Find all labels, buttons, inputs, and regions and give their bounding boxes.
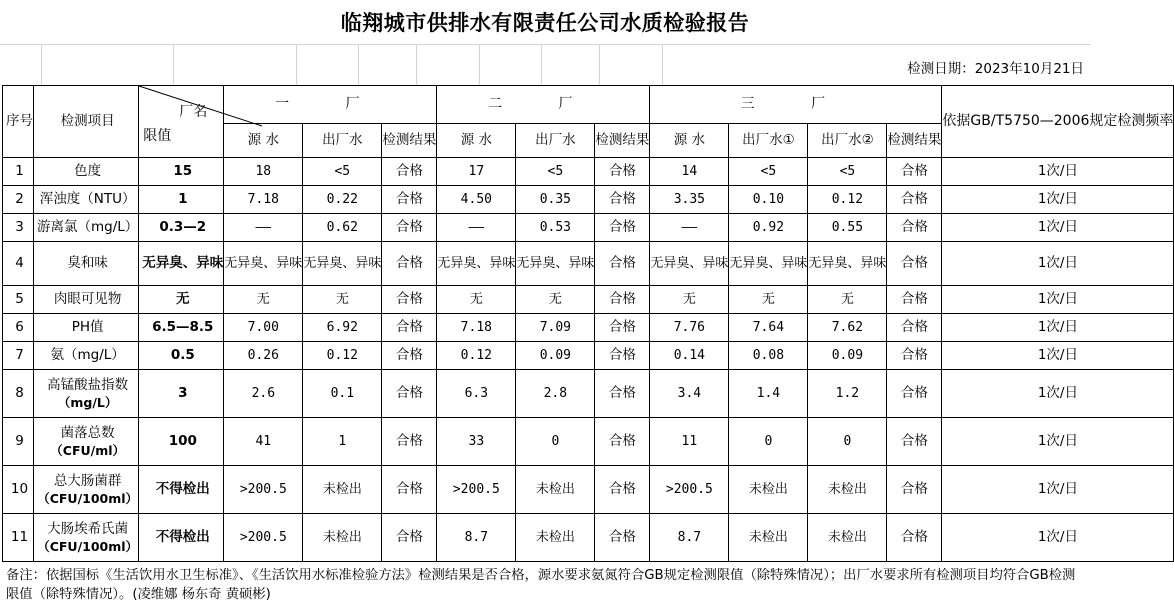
p2-result: 合格 xyxy=(595,286,650,314)
table-row xyxy=(3,158,1174,186)
p1-result: 合格 xyxy=(382,342,437,370)
table-row xyxy=(3,466,1174,514)
p3-outlet2: <5 xyxy=(808,158,887,186)
p3-outlet1: 0.92 xyxy=(729,214,808,242)
gridline xyxy=(479,44,480,85)
p3-outlet2: 无异臭、异味 xyxy=(808,242,887,286)
p2-source: 无 xyxy=(437,286,516,314)
limit-value: 不得检出 xyxy=(139,466,224,514)
p3-source: 14 xyxy=(650,158,729,186)
item-name xyxy=(34,314,139,342)
item-name xyxy=(34,418,139,466)
header-limit-factory xyxy=(139,86,224,158)
limit-value: 3 xyxy=(139,370,224,418)
row-number: 7 xyxy=(3,342,34,370)
row-number: 5 xyxy=(3,286,34,314)
item-unit: （CFU/100ml） xyxy=(37,490,139,506)
frequency-value: 1次/日 xyxy=(942,286,1174,314)
frequency-value: 1次/日 xyxy=(942,514,1174,562)
subhead-source: 源 水 xyxy=(650,124,729,158)
p1-result: 合格 xyxy=(382,514,437,562)
header-limit-label: 限值 xyxy=(143,128,172,144)
p1-outlet: 1 xyxy=(303,418,382,466)
footnote: 备注：依据国标《生活饮用水卫生标准》、《生活饮用水标准检验方法》检测结果是否合格，源水要求氨氮符合GB规定检测限值（除特殊情况）；出厂水要求所有检测项目均符合GB检测限值（除特殊情况）。(凌维娜 杨东奇 黄硕彬) xyxy=(6,568,1076,602)
item-label: 大肠埃希氏菌 xyxy=(47,520,129,537)
header-factory-label: 厂名 xyxy=(179,104,208,120)
p1-result: 合格 xyxy=(382,158,437,186)
row-number: 9 xyxy=(3,418,34,466)
table-row xyxy=(3,314,1174,342)
item-label: PH值 xyxy=(71,319,104,335)
limit-value: 无 xyxy=(139,286,224,314)
header-plant-1: 一 厂 xyxy=(224,86,437,124)
row-number: 10 xyxy=(3,466,34,514)
p1-result: 合格 xyxy=(382,242,437,286)
p2-result: 合格 xyxy=(595,466,650,514)
p1-source: 7.18 xyxy=(224,186,303,214)
p2-outlet: 未检出 xyxy=(516,466,595,514)
p2-result: 合格 xyxy=(595,214,650,242)
p2-source: 33 xyxy=(437,418,516,466)
p3-source: 无 xyxy=(650,286,729,314)
p3-source: 7.76 xyxy=(650,314,729,342)
p1-result: 合格 xyxy=(382,466,437,514)
p3-result: 合格 xyxy=(887,214,942,242)
p3-result: 合格 xyxy=(887,466,942,514)
p2-source: —— xyxy=(437,214,516,242)
item-unit: （CFU/ml） xyxy=(50,442,126,458)
p3-source: —— xyxy=(650,214,729,242)
p1-outlet: 未检出 xyxy=(303,514,382,562)
p2-source: >200.5 xyxy=(437,466,516,514)
item-label: 总大肠菌群 xyxy=(53,472,122,489)
p1-source: 7.00 xyxy=(224,314,303,342)
p1-source: 18 xyxy=(224,158,303,186)
p3-outlet1: 无异臭、异味 xyxy=(729,242,808,286)
limit-value: 不得检出 xyxy=(139,514,224,562)
row-number: 8 xyxy=(3,370,34,418)
table-row xyxy=(3,418,1174,466)
diagonal-divider xyxy=(139,86,262,158)
p1-outlet: 0.1 xyxy=(303,370,382,418)
frequency-value: 1次/日 xyxy=(942,186,1174,214)
item-name xyxy=(34,242,139,286)
header-plant-3: 三 厂 xyxy=(650,86,942,124)
p1-outlet: 未检出 xyxy=(303,466,382,514)
p2-source: 0.12 xyxy=(437,342,516,370)
table-row xyxy=(3,286,1174,314)
gridline xyxy=(662,44,663,85)
p1-source: 无异臭、异味 xyxy=(224,242,303,286)
table-row xyxy=(3,370,1174,418)
p1-source: 2.6 xyxy=(224,370,303,418)
p2-result: 合格 xyxy=(595,158,650,186)
gridline xyxy=(541,44,542,85)
p3-result: 合格 xyxy=(887,186,942,214)
gridline xyxy=(416,44,417,85)
header-row-1 xyxy=(3,86,1174,124)
p3-result: 合格 xyxy=(887,342,942,370)
limit-value: 0.3—2 xyxy=(139,214,224,242)
p2-outlet: 0.53 xyxy=(516,214,595,242)
row-number: 1 xyxy=(3,158,34,186)
p1-outlet: <5 xyxy=(303,158,382,186)
p3-result: 合格 xyxy=(887,158,942,186)
limit-value: 15 xyxy=(139,158,224,186)
p1-source: 41 xyxy=(224,418,303,466)
item-name xyxy=(34,158,139,186)
p2-result: 合格 xyxy=(595,370,650,418)
p1-outlet: 无 xyxy=(303,286,382,314)
subhead-outlet-1: 出厂水① xyxy=(729,124,808,158)
p2-source: 6.3 xyxy=(437,370,516,418)
p1-result: 合格 xyxy=(382,186,437,214)
row-number: 3 xyxy=(3,214,34,242)
item-name xyxy=(34,514,139,562)
subhead-result: 检测结果 xyxy=(887,124,942,158)
p3-source: 11 xyxy=(650,418,729,466)
item-name xyxy=(34,286,139,314)
p3-outlet2: 未检出 xyxy=(808,466,887,514)
p2-outlet: 0.35 xyxy=(516,186,595,214)
gridline xyxy=(173,44,174,85)
frequency-value: 1次/日 xyxy=(942,370,1174,418)
p3-outlet1: 无 xyxy=(729,286,808,314)
item-name xyxy=(34,370,139,418)
gridline xyxy=(358,44,359,85)
p2-source: 17 xyxy=(437,158,516,186)
p2-source: 8.7 xyxy=(437,514,516,562)
p2-result: 合格 xyxy=(595,242,650,286)
table-row xyxy=(3,342,1174,370)
item-name xyxy=(34,342,139,370)
p3-source: 0.14 xyxy=(650,342,729,370)
p2-result: 合格 xyxy=(595,314,650,342)
item-label: 氨（mg/L） xyxy=(50,347,125,363)
item-name xyxy=(34,466,139,514)
p1-result: 合格 xyxy=(382,314,437,342)
p1-result: 合格 xyxy=(382,370,437,418)
item-unit: （mg/L） xyxy=(57,394,118,410)
frequency-value: 1次/日 xyxy=(942,242,1174,286)
p3-outlet1: <5 xyxy=(729,158,808,186)
p3-outlet1: 7.64 xyxy=(729,314,808,342)
item-name xyxy=(34,214,139,242)
subhead-outlet: 出厂水 xyxy=(516,124,595,158)
test-date: 检测日期：2023年10月21日 xyxy=(907,61,1084,77)
p3-source: 3.4 xyxy=(650,370,729,418)
subhead-source: 源 水 xyxy=(224,124,303,158)
p3-source: >200.5 xyxy=(650,466,729,514)
p3-outlet2: 0.09 xyxy=(808,342,887,370)
subhead-result: 检测结果 xyxy=(382,124,437,158)
p2-source: 4.50 xyxy=(437,186,516,214)
p3-source: 无异臭、异味 xyxy=(650,242,729,286)
subhead-source: 源 水 xyxy=(437,124,516,158)
item-label: 高锰酸盐指数 xyxy=(47,376,129,393)
p2-result: 合格 xyxy=(595,186,650,214)
p1-outlet: 0.22 xyxy=(303,186,382,214)
p3-source: 3.35 xyxy=(650,186,729,214)
subhead-outlet-2: 出厂水② xyxy=(808,124,887,158)
item-label: 浑浊度（NTU） xyxy=(39,191,136,207)
p2-outlet: <5 xyxy=(516,158,595,186)
p3-outlet1: 未检出 xyxy=(729,514,808,562)
p3-outlet1: 未检出 xyxy=(729,466,808,514)
p3-outlet2: 无 xyxy=(808,286,887,314)
p2-source: 7.18 xyxy=(437,314,516,342)
frequency-value: 1次/日 xyxy=(942,214,1174,242)
p2-outlet: 未检出 xyxy=(516,514,595,562)
p2-source: 无异臭、异味 xyxy=(437,242,516,286)
limit-value: 无异臭、异味 xyxy=(139,242,224,286)
p1-outlet: 无异臭、异味 xyxy=(303,242,382,286)
limit-value: 100 xyxy=(139,418,224,466)
p2-outlet: 无异臭、异味 xyxy=(516,242,595,286)
p1-outlet: 0.12 xyxy=(303,342,382,370)
p1-result: 合格 xyxy=(382,214,437,242)
table-row xyxy=(3,186,1174,214)
p3-result: 合格 xyxy=(887,370,942,418)
p3-outlet1: 1.4 xyxy=(729,370,808,418)
p2-outlet: 0 xyxy=(516,418,595,466)
row-number: 2 xyxy=(3,186,34,214)
row-number: 6 xyxy=(3,314,34,342)
p2-result: 合格 xyxy=(595,342,650,370)
item-label: 菌落总数 xyxy=(60,424,115,441)
p2-outlet: 7.09 xyxy=(516,314,595,342)
item-label: 肉眼可见物 xyxy=(53,291,122,307)
frequency-value: 1次/日 xyxy=(942,158,1174,186)
frequency-value: 1次/日 xyxy=(942,314,1174,342)
frequency-value: 1次/日 xyxy=(942,342,1174,370)
p2-outlet: 0.09 xyxy=(516,342,595,370)
p1-source: >200.5 xyxy=(224,466,303,514)
header-frequency: 依据GB/T5750—2006规定检测频率 xyxy=(942,86,1174,158)
p1-outlet: 6.92 xyxy=(303,314,382,342)
p3-outlet1: 0 xyxy=(729,418,808,466)
item-label: 色度 xyxy=(74,163,102,179)
report-title: 临翔城市供排水有限责任公司水质检验报告 xyxy=(340,11,750,35)
p3-outlet2: 0.55 xyxy=(808,214,887,242)
gridline xyxy=(41,44,42,85)
p3-outlet2: 0.12 xyxy=(808,186,887,214)
header-plant-2: 二 厂 xyxy=(437,86,650,124)
p3-outlet2: 0 xyxy=(808,418,887,466)
p1-source: —— xyxy=(224,214,303,242)
p1-source: 0.26 xyxy=(224,342,303,370)
p1-source: >200.5 xyxy=(224,514,303,562)
p2-outlet: 无 xyxy=(516,286,595,314)
p3-result: 合格 xyxy=(887,286,942,314)
gridline xyxy=(599,44,600,85)
row-number: 4 xyxy=(3,242,34,286)
report-table xyxy=(2,85,1174,562)
p3-source: 8.7 xyxy=(650,514,729,562)
p3-outlet1: 0.10 xyxy=(729,186,808,214)
p3-result: 合格 xyxy=(887,242,942,286)
header-item: 检测项目 xyxy=(34,86,139,158)
frequency-value: 1次/日 xyxy=(942,466,1174,514)
p3-result: 合格 xyxy=(887,314,942,342)
p2-result: 合格 xyxy=(595,418,650,466)
p3-outlet1: 0.08 xyxy=(729,342,808,370)
p1-result: 合格 xyxy=(382,418,437,466)
item-name xyxy=(34,186,139,214)
table-row xyxy=(3,242,1174,286)
item-label: 臭和味 xyxy=(67,255,108,271)
frequency-value: 1次/日 xyxy=(942,418,1174,466)
subhead-outlet: 出厂水 xyxy=(303,124,382,158)
p3-result: 合格 xyxy=(887,514,942,562)
item-unit: （CFU/100ml） xyxy=(37,538,139,554)
header-seq: 序号 xyxy=(3,86,34,158)
gridline xyxy=(0,44,1090,45)
p3-outlet2: 未检出 xyxy=(808,514,887,562)
p2-outlet: 2.8 xyxy=(516,370,595,418)
limit-value: 6.5—8.5 xyxy=(139,314,224,342)
gridline xyxy=(296,44,297,85)
limit-value: 1 xyxy=(139,186,224,214)
row-number: 11 xyxy=(3,514,34,562)
p3-result: 合格 xyxy=(887,418,942,466)
p2-result: 合格 xyxy=(595,514,650,562)
limit-value: 0.5 xyxy=(139,342,224,370)
table-row xyxy=(3,214,1174,242)
p3-outlet2: 1.2 xyxy=(808,370,887,418)
p3-outlet2: 7.62 xyxy=(808,314,887,342)
p1-source: 无 xyxy=(224,286,303,314)
p1-outlet: 0.62 xyxy=(303,214,382,242)
item-label: 游离氯（mg/L） xyxy=(37,219,139,235)
p1-result: 合格 xyxy=(382,286,437,314)
table-row xyxy=(3,514,1174,562)
subhead-result: 检测结果 xyxy=(595,124,650,158)
